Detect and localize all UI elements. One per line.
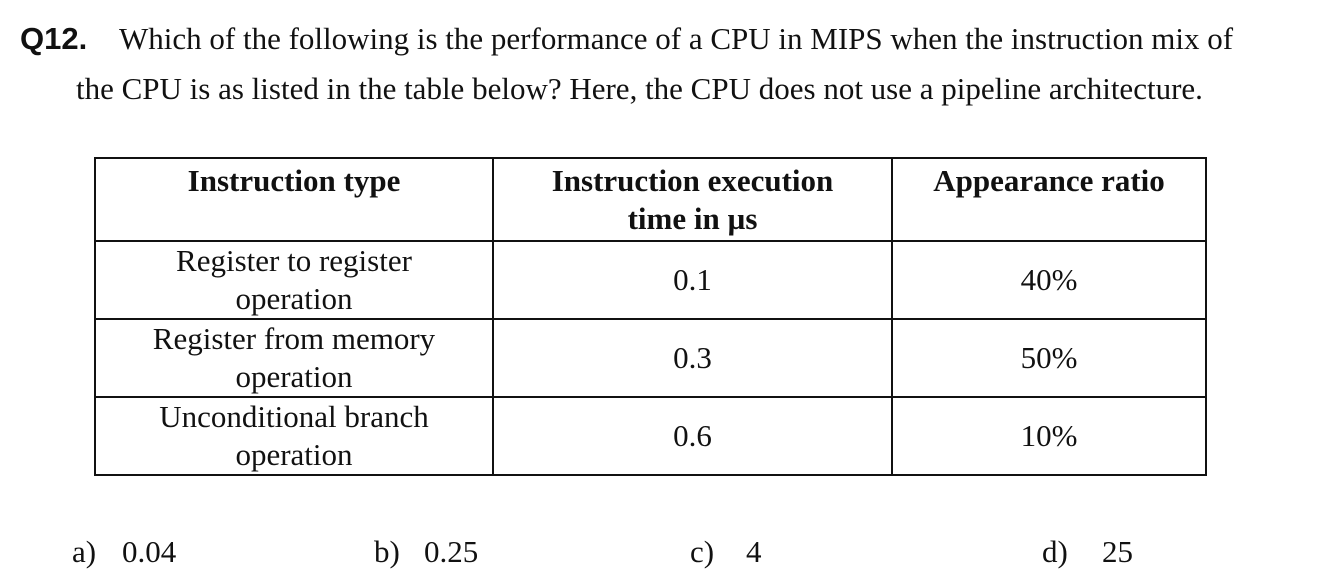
header-appearance-ratio: Appearance ratio	[892, 158, 1206, 241]
header-execution-time-label: Instruction execution time in µs	[551, 163, 834, 236]
table-row	[95, 241, 1206, 319]
option-c[interactable]	[690, 530, 762, 574]
header-instruction-type: Instruction type	[95, 158, 493, 241]
option-value: 0.25	[424, 534, 479, 569]
option-letter: a)	[72, 534, 97, 569]
table-row	[95, 319, 1206, 397]
question-text	[20, 14, 1320, 114]
cell-instruction-type	[95, 397, 493, 475]
instruction-type-label: Unconditional branch operation	[159, 399, 429, 472]
question-line-1: Which of the following is the performance of a CPU in MIPS when the instruction mix of	[119, 21, 1234, 56]
option-b[interactable]	[374, 530, 478, 574]
cell-appearance-ratio: 10%	[892, 397, 1206, 475]
cell-appearance-ratio: 40%	[892, 241, 1206, 319]
option-letter: c)	[690, 534, 715, 569]
option-a[interactable]	[72, 530, 176, 574]
option-d[interactable]	[1042, 530, 1133, 574]
option-value: 25	[1102, 534, 1133, 569]
table-row	[95, 397, 1206, 475]
instruction-type-label: Register to register operation	[176, 243, 412, 316]
instruction-mix-table	[94, 157, 1207, 476]
cell-execution-time: 0.1	[493, 241, 892, 319]
cell-instruction-type	[95, 319, 493, 397]
cell-appearance-ratio: 50%	[892, 319, 1206, 397]
question-line-2: the CPU is as listed in the table below? Here, the CPU does not use a pipeline architecture.	[76, 71, 1203, 106]
cell-execution-time: 0.6	[493, 397, 892, 475]
option-letter: b)	[374, 534, 400, 569]
question-number: Q12.	[20, 21, 88, 56]
cell-instruction-type	[95, 241, 493, 319]
option-value: 0.04	[122, 534, 177, 569]
answer-options	[0, 530, 1333, 574]
header-execution-time	[493, 158, 892, 241]
option-value: 4	[746, 534, 762, 569]
instruction-type-label: Register from memory operation	[152, 321, 436, 394]
option-letter: d)	[1042, 534, 1068, 569]
table-header-row	[95, 158, 1206, 241]
cell-execution-time: 0.3	[493, 319, 892, 397]
